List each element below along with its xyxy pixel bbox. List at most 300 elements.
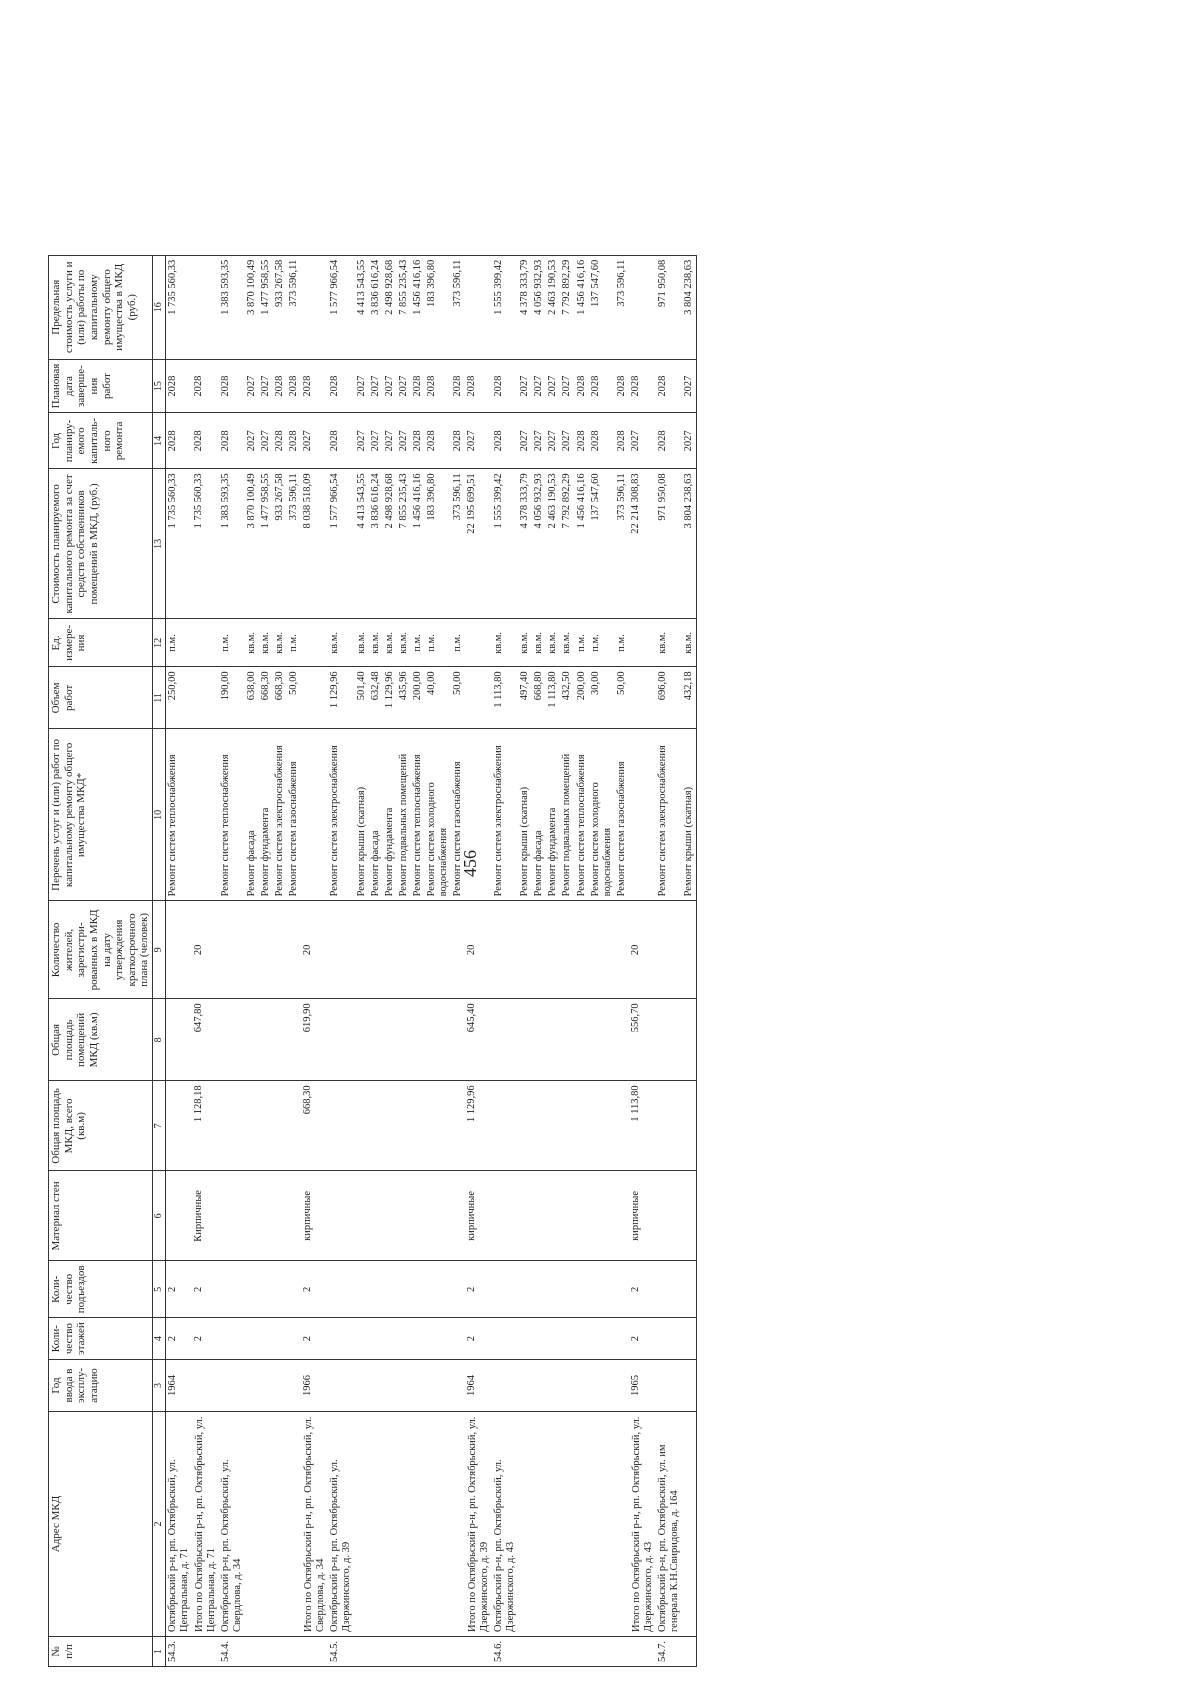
cell-end: 2028 xyxy=(629,359,656,413)
column-number: 11 xyxy=(153,667,166,729)
cell-area xyxy=(219,1081,245,1171)
cell-year xyxy=(287,1360,301,1412)
cell-floors xyxy=(219,1318,245,1360)
cell-vol: 190,00 xyxy=(219,667,245,729)
cell-limit xyxy=(192,255,219,359)
cell-end: 2028 xyxy=(492,359,518,413)
cell-no xyxy=(301,1637,328,1667)
cell-end: 2028 xyxy=(165,359,192,413)
cell-entr xyxy=(219,1261,245,1318)
cell-end: 2028 xyxy=(425,359,451,413)
column-number: 2 xyxy=(153,1412,166,1637)
cell-plan: 2027 xyxy=(383,413,397,469)
cell-entr xyxy=(615,1261,629,1318)
cell-limit: 1 735 560,33 xyxy=(165,255,192,359)
cell-plan: 2028 xyxy=(192,413,219,469)
cell-floors xyxy=(287,1318,301,1360)
cell-area2 xyxy=(425,999,451,1081)
cell-area2 xyxy=(575,999,589,1081)
cell-vol: 200,00 xyxy=(575,667,589,729)
cell-area xyxy=(532,1081,546,1171)
cell-people xyxy=(165,901,192,999)
cell-mat xyxy=(397,1171,411,1261)
cell-end: 2027 xyxy=(532,359,546,413)
cell-mat: кирпичные xyxy=(301,1171,328,1261)
cell-work xyxy=(629,729,656,901)
cell-year xyxy=(245,1360,259,1412)
cell-end: 2028 xyxy=(219,359,245,413)
cell-people xyxy=(492,901,518,999)
cell-limit: 4 378 333,79 xyxy=(518,255,532,359)
cell-vol: 40,00 xyxy=(425,667,451,729)
cell-floors xyxy=(425,1318,451,1360)
table-row xyxy=(397,255,411,1666)
cell-plan: 2027 xyxy=(397,413,411,469)
cell-cost: 4 413 543,55 xyxy=(355,469,369,619)
cell-plan: 2027 xyxy=(355,413,369,469)
cell-cost: 3 870 100,49 xyxy=(245,469,259,619)
cell-entr xyxy=(492,1261,518,1318)
cell-plan: 2027 xyxy=(259,413,273,469)
cell-year: 1966 xyxy=(301,1360,328,1412)
column-header: Год ввода в эксплу-атацию xyxy=(49,1360,153,1412)
cell-floors xyxy=(560,1318,574,1360)
cell-limit: 1 383 593,35 xyxy=(219,255,245,359)
cell-cost: 183 396,80 xyxy=(425,469,451,619)
cell-no xyxy=(259,1637,273,1667)
cell-end: 2028 xyxy=(451,359,465,413)
cell-floors xyxy=(615,1318,629,1360)
cell-area2 xyxy=(492,999,518,1081)
cell-no xyxy=(369,1637,383,1667)
cell-mat xyxy=(492,1171,518,1261)
cell-no xyxy=(411,1637,425,1667)
cell-area2 xyxy=(355,999,369,1081)
cell-vol xyxy=(192,667,219,729)
cell-cost: 1 735 560,33 xyxy=(192,469,219,619)
cell-vol xyxy=(301,667,328,729)
cell-end: 2028 xyxy=(589,359,615,413)
cell-unit: кв.м. xyxy=(518,619,532,667)
column-header: Материал стен xyxy=(49,1171,153,1261)
cell-limit xyxy=(629,255,656,359)
cell-unit xyxy=(629,619,656,667)
cell-area xyxy=(451,1081,465,1171)
cell-people xyxy=(397,901,411,999)
cell-vol: 1 129,96 xyxy=(383,667,397,729)
cell-work: Ремонт фундамента xyxy=(383,729,397,901)
cell-plan: 2028 xyxy=(656,413,682,469)
cell-unit: кв.м. xyxy=(328,619,354,667)
cell-year xyxy=(451,1360,465,1412)
cell-limit: 1 456 416,16 xyxy=(575,255,589,359)
cell-vol: 50,00 xyxy=(287,667,301,729)
cell-entr xyxy=(397,1261,411,1318)
cell-cost: 933 267,58 xyxy=(273,469,287,619)
column-number: 4 xyxy=(153,1318,166,1360)
cell-plan: 2028 xyxy=(575,413,589,469)
cell-entr: 2 xyxy=(465,1261,492,1318)
cell-unit: п.м. xyxy=(165,619,192,667)
total-row xyxy=(629,255,656,1666)
cell-people xyxy=(273,901,287,999)
table-row xyxy=(425,255,451,1666)
cell-people xyxy=(656,901,682,999)
column-number: 3 xyxy=(153,1360,166,1412)
cell-work xyxy=(465,729,492,901)
cell-no: 54.5. xyxy=(328,1637,354,1667)
cell-people xyxy=(682,901,697,999)
cell-entr xyxy=(575,1261,589,1318)
cell-floors xyxy=(369,1318,383,1360)
table-row xyxy=(273,255,287,1666)
table-row xyxy=(546,255,560,1666)
cell-cost: 373 596,11 xyxy=(287,469,301,619)
cell-limit: 2 498 928,68 xyxy=(383,255,397,359)
table-body xyxy=(165,255,696,1666)
cell-area2 xyxy=(532,999,546,1081)
cell-work: Ремонт систем электроснабжения xyxy=(273,729,287,901)
cell-people xyxy=(589,901,615,999)
cell-work: Ремонт крыши (скатная) xyxy=(355,729,369,901)
cell-people xyxy=(411,901,425,999)
column-number: 8 xyxy=(153,999,166,1081)
cell-limit: 2 463 190,53 xyxy=(546,255,560,359)
cell-cost: 7 792 892,29 xyxy=(560,469,574,619)
column-header: Перечень услуг и (или) работ по капитальному ремонту общего имущества МКД* xyxy=(49,729,153,901)
cell-mat xyxy=(287,1171,301,1261)
cell-addr xyxy=(273,1412,287,1637)
cell-end: 2027 xyxy=(546,359,560,413)
column-number: 10 xyxy=(153,729,166,901)
cell-unit: п.м. xyxy=(425,619,451,667)
cell-no: 54.4. xyxy=(219,1637,245,1667)
cell-addr xyxy=(355,1412,369,1637)
total-row xyxy=(465,255,492,1666)
column-number: 6 xyxy=(153,1171,166,1261)
cell-no: 54.7. xyxy=(656,1637,682,1667)
cell-addr xyxy=(451,1412,465,1637)
cell-limit: 4 413 543,55 xyxy=(355,255,369,359)
cell-no xyxy=(465,1637,492,1667)
cell-end: 2028 xyxy=(575,359,589,413)
cell-entr xyxy=(518,1261,532,1318)
cell-addr xyxy=(546,1412,560,1637)
cell-no xyxy=(518,1637,532,1667)
cell-vol: 501,40 xyxy=(355,667,369,729)
cell-area2 xyxy=(656,999,682,1081)
column-number: 13 xyxy=(153,469,166,619)
cell-area2 xyxy=(383,999,397,1081)
cell-unit: кв.м. xyxy=(560,619,574,667)
cell-mat xyxy=(575,1171,589,1261)
total-row xyxy=(301,255,328,1666)
cell-limit: 1 456 416,16 xyxy=(411,255,425,359)
cell-unit: п.м. xyxy=(451,619,465,667)
table-row xyxy=(518,255,532,1666)
cell-plan: 2027 xyxy=(629,413,656,469)
cell-end: 2028 xyxy=(301,359,328,413)
cell-area2 xyxy=(273,999,287,1081)
cell-unit xyxy=(301,619,328,667)
cell-work: Ремонт систем электроснабжения xyxy=(656,729,682,901)
cell-area: 668,30 xyxy=(301,1081,328,1171)
cell-people: 20 xyxy=(301,901,328,999)
cell-entr xyxy=(355,1261,369,1318)
cell-unit: кв.м. xyxy=(682,619,697,667)
cell-cost: 373 596,11 xyxy=(615,469,629,619)
cell-limit: 373 596,11 xyxy=(615,255,629,359)
cell-area xyxy=(492,1081,518,1171)
column-number: 16 xyxy=(153,255,166,359)
table-row xyxy=(287,255,301,1666)
cell-no xyxy=(546,1637,560,1667)
cell-addr xyxy=(369,1412,383,1637)
column-header: Коли-чество подъездов xyxy=(49,1261,153,1318)
cell-floors xyxy=(397,1318,411,1360)
cell-no xyxy=(355,1637,369,1667)
cell-addr xyxy=(259,1412,273,1637)
cell-mat: кирпичные xyxy=(629,1171,656,1261)
cell-vol: 1 113,80 xyxy=(492,667,518,729)
total-row xyxy=(192,255,219,1666)
cell-vol: 632,48 xyxy=(369,667,383,729)
cell-unit: кв.м. xyxy=(546,619,560,667)
cell-floors: 2 xyxy=(165,1318,192,1360)
cell-area xyxy=(383,1081,397,1171)
cell-no xyxy=(383,1637,397,1667)
table-row xyxy=(560,255,574,1666)
cell-no xyxy=(615,1637,629,1667)
cell-work: Ремонт систем холодного водоснабжения xyxy=(589,729,615,901)
cell-unit: п.м. xyxy=(287,619,301,667)
cell-year xyxy=(273,1360,287,1412)
cell-year xyxy=(355,1360,369,1412)
cell-people xyxy=(355,901,369,999)
cell-unit: п.м. xyxy=(219,619,245,667)
cell-area2: 556,70 xyxy=(629,999,656,1081)
cell-no xyxy=(273,1637,287,1667)
cell-end: 2028 xyxy=(411,359,425,413)
cell-addr: Октябрьский р-н, рп. Октябрьский, ул. Дзержинского, д. 39 xyxy=(328,1412,354,1637)
cell-year xyxy=(192,1360,219,1412)
table-row xyxy=(492,255,518,1666)
cell-work: Ремонт подвальных помещений xyxy=(397,729,411,901)
column-header: Предельная стоимость услуги и (или) работы по капитальному ремонту общего имущества в МКД (руб.) xyxy=(49,255,153,359)
cell-plan: 2028 xyxy=(615,413,629,469)
cell-year xyxy=(560,1360,574,1412)
cell-addr: Итого по Октябрьский р-н, рп. Октябрьский, ул. Дзержинского, д. 43 xyxy=(629,1412,656,1637)
cell-addr xyxy=(532,1412,546,1637)
cell-end: 2028 xyxy=(192,359,219,413)
cell-cost: 137 547,60 xyxy=(589,469,615,619)
cell-year xyxy=(546,1360,560,1412)
column-header: Адрес МКД xyxy=(49,1412,153,1637)
cell-plan: 2027 xyxy=(518,413,532,469)
cell-plan: 2027 xyxy=(560,413,574,469)
table-row xyxy=(411,255,425,1666)
cell-addr xyxy=(383,1412,397,1637)
cell-floors xyxy=(259,1318,273,1360)
cell-limit: 1 555 399,42 xyxy=(492,255,518,359)
cell-people xyxy=(369,901,383,999)
cell-area2 xyxy=(245,999,259,1081)
cell-no xyxy=(425,1637,451,1667)
cell-mat xyxy=(411,1171,425,1261)
cell-addr xyxy=(682,1412,697,1637)
cell-cost: 22 195 699,51 xyxy=(465,469,492,619)
cell-area2 xyxy=(287,999,301,1081)
cell-area xyxy=(245,1081,259,1171)
cell-limit: 183 396,80 xyxy=(425,255,451,359)
cell-floors xyxy=(355,1318,369,1360)
cell-cost: 1 555 399,42 xyxy=(492,469,518,619)
table-row xyxy=(615,255,629,1666)
cell-addr xyxy=(397,1412,411,1637)
cell-year xyxy=(219,1360,245,1412)
cell-entr xyxy=(682,1261,697,1318)
cell-vol: 30,00 xyxy=(589,667,615,729)
cell-cost: 1 456 416,16 xyxy=(575,469,589,619)
cell-year xyxy=(411,1360,425,1412)
cell-unit: кв.м. xyxy=(259,619,273,667)
cell-unit: п.м. xyxy=(575,619,589,667)
cell-area xyxy=(411,1081,425,1171)
cell-area xyxy=(397,1081,411,1171)
cell-plan: 2027 xyxy=(369,413,383,469)
cell-mat xyxy=(532,1171,546,1261)
column-number: 1 xyxy=(153,1637,166,1667)
cell-plan: 2027 xyxy=(532,413,546,469)
column-number: 5 xyxy=(153,1261,166,1318)
cell-vol: 50,00 xyxy=(451,667,465,729)
cell-vol: 668,30 xyxy=(259,667,273,729)
cell-floors xyxy=(411,1318,425,1360)
cell-work: Ремонт подвальных помещений xyxy=(560,729,574,901)
cell-vol: 432,50 xyxy=(560,667,574,729)
cell-year xyxy=(589,1360,615,1412)
cell-addr: Октябрьский р-н, рп. Октябрьский, ул. Дзержинского, д. 43 xyxy=(492,1412,518,1637)
cell-cost: 3 804 238,63 xyxy=(682,469,697,619)
cell-year: 1964 xyxy=(165,1360,192,1412)
cell-addr xyxy=(575,1412,589,1637)
cell-mat xyxy=(273,1171,287,1261)
cell-end: 2028 xyxy=(287,359,301,413)
cell-end: 2028 xyxy=(465,359,492,413)
cell-vol: 638,00 xyxy=(245,667,259,729)
cell-vol: 1 129,96 xyxy=(328,667,354,729)
cell-work: Ремонт систем теплоснабжения xyxy=(165,729,192,901)
cell-year xyxy=(656,1360,682,1412)
cell-area2 xyxy=(397,999,411,1081)
cell-area xyxy=(355,1081,369,1171)
column-header: Год планиру-емого капиталь-ного ремонта xyxy=(49,413,153,469)
cell-addr xyxy=(245,1412,259,1637)
cell-work: Ремонт фундамента xyxy=(546,729,560,901)
cell-no xyxy=(682,1637,697,1667)
cell-entr xyxy=(589,1261,615,1318)
cell-work: Ремонт крыши (скатная) xyxy=(518,729,532,901)
cell-work: Ремонт систем электроснабжения xyxy=(492,729,518,901)
cell-limit: 373 596,11 xyxy=(287,255,301,359)
cell-addr xyxy=(411,1412,425,1637)
cell-vol: 50,00 xyxy=(615,667,629,729)
cell-area2 xyxy=(589,999,615,1081)
cell-area xyxy=(682,1081,697,1171)
cell-area2: 647,80 xyxy=(192,999,219,1081)
cell-work xyxy=(301,729,328,901)
cell-floors: 2 xyxy=(629,1318,656,1360)
cell-entr xyxy=(259,1261,273,1318)
cell-area2 xyxy=(411,999,425,1081)
cell-year xyxy=(383,1360,397,1412)
cell-unit: кв.м. xyxy=(369,619,383,667)
cell-cost: 373 596,11 xyxy=(451,469,465,619)
cell-people xyxy=(615,901,629,999)
cell-limit: 4 056 932,93 xyxy=(532,255,546,359)
cell-unit xyxy=(192,619,219,667)
cell-limit: 373 596,11 xyxy=(451,255,465,359)
cell-no: 54.3. xyxy=(165,1637,192,1667)
column-header: Плановая дата заверше-ния работ xyxy=(49,359,153,413)
cell-cost: 4 056 932,93 xyxy=(532,469,546,619)
cell-vol: 1 113,80 xyxy=(546,667,560,729)
cell-mat xyxy=(328,1171,354,1261)
cell-unit: п.м. xyxy=(615,619,629,667)
cell-unit: кв.м. xyxy=(245,619,259,667)
cell-unit: кв.м. xyxy=(492,619,518,667)
cell-entr xyxy=(245,1261,259,1318)
cell-entr xyxy=(656,1261,682,1318)
cell-people xyxy=(575,901,589,999)
cell-cost: 1 383 593,35 xyxy=(219,469,245,619)
cell-plan: 2027 xyxy=(245,413,259,469)
cell-plan: 2028 xyxy=(411,413,425,469)
cell-mat xyxy=(369,1171,383,1261)
column-header: Ед. измере-ния xyxy=(49,619,153,667)
cell-area2 xyxy=(560,999,574,1081)
cell-floors xyxy=(589,1318,615,1360)
table-row xyxy=(219,255,245,1666)
cell-unit: кв.м. xyxy=(383,619,397,667)
cell-entr: 2 xyxy=(301,1261,328,1318)
cell-mat xyxy=(219,1171,245,1261)
column-number: 9 xyxy=(153,901,166,999)
cell-people xyxy=(560,901,574,999)
cell-people: 20 xyxy=(465,901,492,999)
cell-no xyxy=(245,1637,259,1667)
cell-plan: 2028 xyxy=(589,413,615,469)
cell-work: Ремонт систем газоснабжения xyxy=(287,729,301,901)
column-number-row xyxy=(153,255,166,1666)
cell-entr: 2 xyxy=(192,1261,219,1318)
cell-end: 2027 xyxy=(259,359,273,413)
cell-no xyxy=(532,1637,546,1667)
cell-vol: 668,80 xyxy=(532,667,546,729)
column-header: Количество жителей, зарегистри-рованных в МКД на дату утверждения краткосрочного плана (человек) xyxy=(49,901,153,999)
cell-cost: 1 456 416,16 xyxy=(411,469,425,619)
cell-year xyxy=(259,1360,273,1412)
cell-limit: 1 577 966,54 xyxy=(328,255,354,359)
cell-limit: 933 267,58 xyxy=(273,255,287,359)
cell-area2 xyxy=(615,999,629,1081)
cell-cost: 1 477 958,55 xyxy=(259,469,273,619)
cell-no: 54.6. xyxy=(492,1637,518,1667)
cell-area2 xyxy=(518,999,532,1081)
column-header: Общая площадь помещений МКД (кв.м) xyxy=(49,999,153,1081)
cell-plan: 2028 xyxy=(425,413,451,469)
page-number: 456 xyxy=(460,850,480,877)
